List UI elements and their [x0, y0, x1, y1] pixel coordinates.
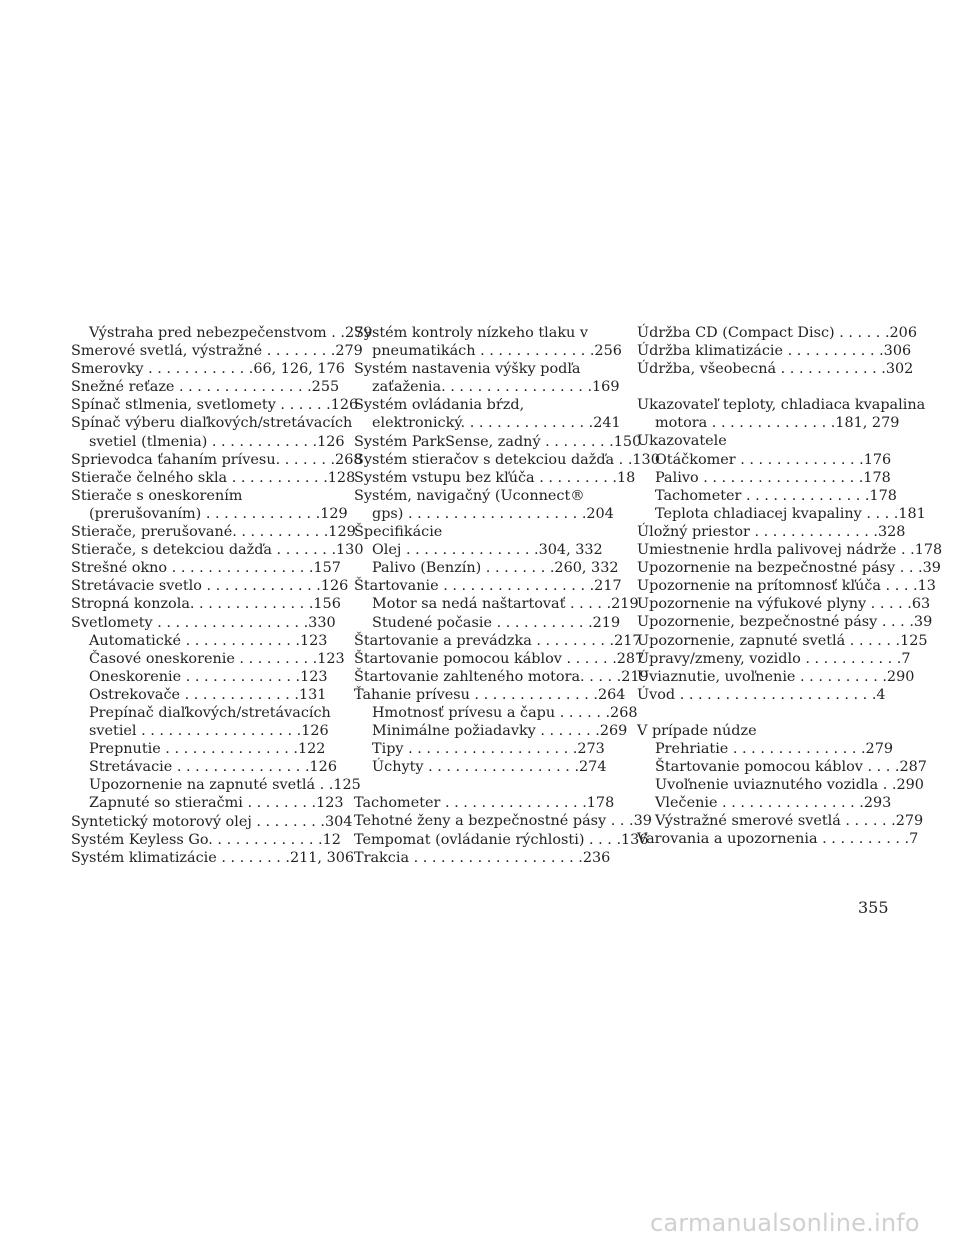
index-entry: Úložný priestor . . . . . . . . . . . . . .328 [637, 523, 906, 540]
index-entry: Tempomat (ovládanie rýchlosti) . . . .136 [354, 831, 649, 848]
index-entry: Varovania a upozornenia . . . . . . . . . .7 [637, 831, 919, 848]
watermark: carmanualsonline.info [650, 1209, 920, 1237]
index-entry: Studené počasie . . . . . . . . . . .219 [372, 614, 621, 631]
index-entry: Výstraha pred nebezpečenstvom . .279 [89, 325, 373, 341]
index-entry: Ostrekovače . . . . . . . . . . . . .131 [89, 686, 327, 703]
index-column-3 [637, 324, 943, 849]
index-entry: Systém ParkSense, zadný . . . . . . . .150 [354, 433, 642, 450]
index-entry: Zapnuté so stieračmi . . . . . . . .123 [89, 795, 344, 812]
index-entry: Otáčkomer . . . . . . . . . . . . . .176 [655, 451, 892, 468]
index-entry: Stierače čelného skla . . . . . . . . . . .128 [71, 469, 356, 486]
index-entry: Úvod . . . . . . . . . . . . . . . . . . . . . .4 [637, 686, 886, 703]
index-entry: Uviaznutie, uvoľnenie . . . . . . . . . .290 [637, 668, 915, 685]
index-entry: Systém klimatizácie . . . . . . . .211, 306 [71, 849, 355, 866]
index-entry: Časové oneskorenie . . . . . . . . .123 [89, 650, 345, 667]
index-entry: Štartovanie zahlteného motora. . . . .219 [354, 668, 649, 685]
index-column-2 [354, 324, 660, 867]
index-entry: Upozornenie na bezpečnostné pásy . . .39 [637, 560, 941, 577]
index-entry: Uvoľnenie uviaznutého vozidla . .290 [655, 777, 924, 794]
index-entry: Sprievodca ťahaním prívesu. . . . . . .268 [71, 451, 363, 468]
index-entry: Štartovanie pomocou káblov . . . .287 [655, 759, 927, 776]
index-entry: Snežné reťaze . . . . . . . . . . . . . . .255 [71, 379, 340, 396]
index-entry: Tachometer . . . . . . . . . . . . . . . .178 [354, 795, 615, 812]
index-entry: Systém nastavenia výšky podľa [354, 361, 581, 378]
index-entry: Strešné okno . . . . . . . . . . . . . . . .157 [71, 560, 341, 577]
index-entry: zaťaženia. . . . . . . . . . . . . . . . .169 [372, 379, 620, 396]
index-entry: Automatické . . . . . . . . . . . . .123 [89, 632, 328, 649]
index-entry: Špecifikácie [354, 524, 443, 541]
index-entry: Upozornenie, bezpečnostné pásy . . . .39 [637, 614, 933, 631]
index-entry: Motor sa nedá naštartovať . . . . .219 [372, 596, 639, 613]
index-entry: Výstražné smerové svetlá . . . . . .279 [655, 813, 924, 830]
index-entry: V prípade núdze [637, 722, 757, 739]
index-entry: Údržba klimatizácie . . . . . . . . . . .306 [637, 343, 912, 360]
index-entry: Systém vstupu bez kľúča . . . . . . . . .18 [354, 469, 636, 486]
index-entry: Smerové svetlá, výstražné . . . . . . . .279 [71, 343, 363, 360]
index-entry: Minimálne požiadavky . . . . . . .269 [372, 723, 628, 740]
index-entry: Štartovanie pomocou káblov . . . . . .287 [354, 650, 645, 667]
index-entry: Systém stieračov s detekciou dažďa . .130 [354, 451, 660, 468]
index-entry: Ťahanie prívesu . . . . . . . . . . . . . .264 [354, 686, 626, 703]
index-entry: Umiestnenie hrdla palivovej nádrže . .178 [637, 542, 943, 559]
index-entry: Štartovanie . . . . . . . . . . . . . . . . .217 [354, 578, 622, 595]
index-entry: Prepnutie . . . . . . . . . . . . . . .122 [89, 741, 326, 758]
index-entry: Hmotnosť prívesu a čapu . . . . . .268 [372, 704, 638, 721]
index-entry: Údržba CD (Compact Disc) . . . . . .206 [637, 325, 917, 341]
index-entry: pneumatikách . . . . . . . . . . . . .256 [372, 343, 622, 360]
index-entry: Upozornenie na zapnuté svetlá . .125 [89, 777, 361, 794]
index-entry: Spínač výberu diaľkových/stretávacích [71, 415, 353, 432]
index-entry: Upozornenie na prítomnosť kľúča . . . .13 [637, 578, 936, 595]
index-entry: motora . . . . . . . . . . . . . .181, 279 [655, 415, 900, 432]
index-entry: Úpravy/zmeny, vozidlo . . . . . . . . . . .7 [637, 650, 911, 667]
index-entry: Smerovky . . . . . . . . . . . .66, 126, 176 [71, 361, 345, 378]
index-entry: Stierače, s detekciou dažďa . . . . . . .130 [71, 542, 364, 559]
index-entry: (prerušovaním) . . . . . . . . . . . . .129 [89, 505, 348, 522]
index-entry: Tehotné ženy a bezpečnostné pásy . . .39 [354, 813, 652, 830]
index-entry: svetiel . . . . . . . . . . . . . . . . . .126 [89, 723, 329, 740]
index-entry: elektronický. . . . . . . . . . . . . . .241 [372, 415, 621, 432]
index-entry: Ukazovateľ teploty, chladiaca kvapalina [637, 397, 926, 414]
page-number: 355 [858, 898, 889, 917]
index-entry: Teplota chladiacej kvapaliny . . . .181 [655, 505, 926, 522]
index-entry: Stierače, prerušované. . . . . . . . . . .129 [71, 524, 356, 541]
index-entry: svetiel (tlmenia) . . . . . . . . . . . .126 [89, 433, 345, 450]
index-entry: Stierače s oneskorením [71, 487, 243, 504]
index-entry: Štartovanie a prevádzka . . . . . . . . .217 [354, 632, 642, 649]
index-entry: Stropná konzola. . . . . . . . . . . . . .156 [71, 596, 341, 613]
index-entry: Systém kontroly nízkeho tlaku v [354, 325, 589, 341]
index-entry: Stretávacie svetlo . . . . . . . . . . . . .126 [71, 578, 349, 595]
index-entry: Palivo . . . . . . . . . . . . . . . . . .178 [655, 469, 891, 486]
index-entry: Tipy . . . . . . . . . . . . . . . . . . .273 [372, 741, 605, 758]
index-entry: Systém ovládania bŕzd, [354, 397, 525, 414]
index-entry: Upozornenie na výfukové plyny . . . . .63 [637, 596, 931, 613]
index-entry: Úchyty . . . . . . . . . . . . . . . . .274 [372, 759, 607, 776]
index-entry: Syntetický motorový olej . . . . . . . .304 [71, 813, 353, 830]
index-entry: Oneskorenie . . . . . . . . . . . . .123 [89, 668, 328, 685]
index-entry: Údržba, všeobecná . . . . . . . . . . . .302 [637, 361, 914, 378]
index-entry: Prehriatie . . . . . . . . . . . . . . .279 [655, 740, 894, 757]
index-entry: Ukazovatele [637, 433, 727, 450]
index-entry: Systém, navigačný (Uconnect® [354, 487, 585, 504]
index-column-1 [71, 324, 373, 867]
index-entry: gps) . . . . . . . . . . . . . . . . . . . .204 [372, 505, 614, 522]
index-entry: Stretávacie . . . . . . . . . . . . . . .126 [89, 759, 337, 776]
index-entry: Upozornenie, zapnuté svetlá . . . . . .125 [637, 632, 928, 649]
index-entry: Tachometer . . . . . . . . . . . . . .178 [655, 487, 897, 504]
index-entry: Svetlomety . . . . . . . . . . . . . . . . .330 [71, 614, 336, 631]
index-entry: Prepínač diaľkových/stretávacích [89, 704, 331, 721]
index-entry: Vlečenie . . . . . . . . . . . . . . . .293 [655, 795, 892, 812]
index-entry: Systém Keyless Go. . . . . . . . . . . . .12 [71, 831, 341, 848]
index-entry: Spínač stlmenia, svetlomety . . . . . .126 [71, 397, 359, 414]
index-entry: Trakcia . . . . . . . . . . . . . . . . . . .236 [354, 849, 611, 866]
index-entry: Palivo (Benzín) . . . . . . . .260, 332 [372, 560, 619, 577]
index-entry: Olej . . . . . . . . . . . . . . .304, 332 [372, 542, 603, 559]
